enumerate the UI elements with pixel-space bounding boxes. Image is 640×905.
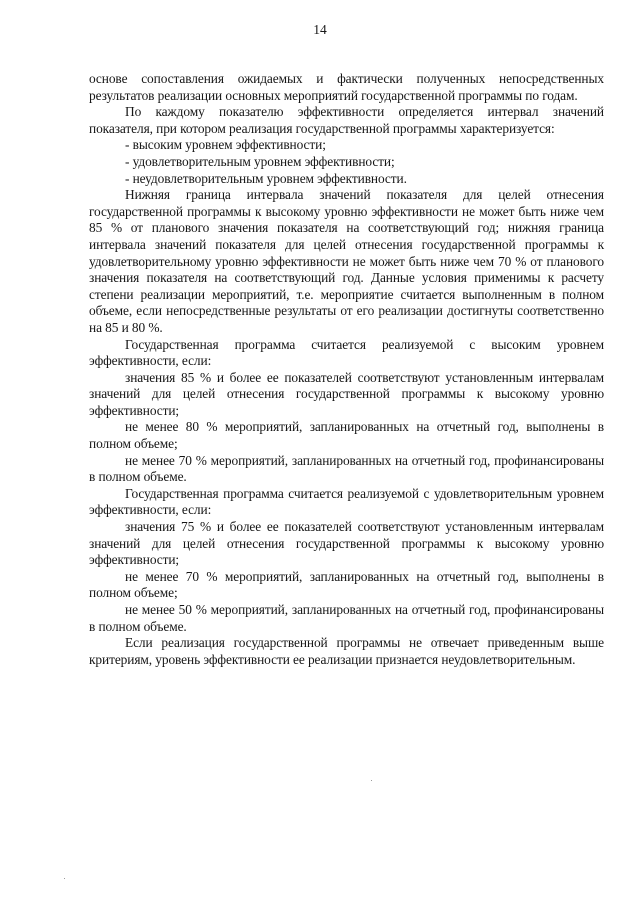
list-item-satisfactory-level: - удовлетворительным уровнем эффективности;	[125, 153, 395, 169]
paragraph-lower-bounds: Нижняя граница интервала значений показателя для целей отнесения государственной программы к высокому уровню эффективности не может быть ниже чем 85 % от планового значения показателя на соответствующий год; нижняя граница интервала значений показателя для целей отнесения государственной программы к удовлетворительному уровню эффективности не может быть ниже чем 70 % от планового значения показателя на соответствующий год. Данные условия применимы к расчету степени реализации мероприятий, т.е. мероприятие считается выполненным в полном объеме, если непосредственные результаты от его реализации достигнуты соответственно на 85 и 80 %.	[89, 187, 604, 335]
paragraph-indicator-interval: По каждому показателю эффективности определяется интервал значений показателя, при котором реализация государственной программы характеризуется:	[89, 104, 604, 136]
criterion-satisfactory-completed: не менее 70 % мероприятий, запланированных на отчетный год, выполнены в полном объеме;	[89, 568, 604, 601]
list-item-unsatisfactory-level: - неудовлетворительным уровнем эффективности.	[125, 170, 407, 186]
criterion-satisfactory-financed: не менее 50 % мероприятий, запланированных на отчетный год, профинансированы в полном объеме.	[89, 602, 604, 634]
list-item-high-level: - высоким уровнем эффективности;	[125, 137, 326, 153]
criterion-high-financed: не менее 70 % мероприятий, запланированных на отчетный год, профинансированы в полном объеме.	[89, 452, 604, 485]
paragraph-unsatisfactory-conclusion: Если реализация государственной программы не отвечает приведенным выше критериям, уровень эффективности ее реализации признается неудовлетворительным.	[89, 635, 604, 667]
paragraph-satisfactory-intro: Государственная программа считается реализуемой с удовлетворительным уровнем эффективности, если:	[89, 485, 604, 518]
criterion-high-completed: не менее 80 % мероприятий, запланированных на отчетный год, выполнены в полном объеме;	[89, 419, 604, 452]
document-body	[89, 71, 604, 668]
scan-speck	[371, 780, 372, 781]
criterion-satisfactory-indicators: значения 75 % и более ее показателей соответствуют установленным интервалам значений для целей отнесения государственной программы к высокому уровню эффективности;	[89, 519, 604, 568]
paragraph-evaluation-basis: основе сопоставления ожидаемых и фактически полученных непосредственных результатов реализации основных мероприятий государственной программы по годам.	[89, 71, 604, 103]
paragraph-high-efficiency-intro: Государственная программа считается реализуемой с высоким уровнем эффективности, если:	[89, 336, 604, 369]
criterion-high-indicators: значения 85 % и более ее показателей соответствуют установленным интервалам значений для целей отнесения государственной программы к высокому уровню эффективности;	[89, 369, 604, 418]
scan-speck	[64, 878, 65, 879]
page-number: 14	[313, 22, 327, 37]
